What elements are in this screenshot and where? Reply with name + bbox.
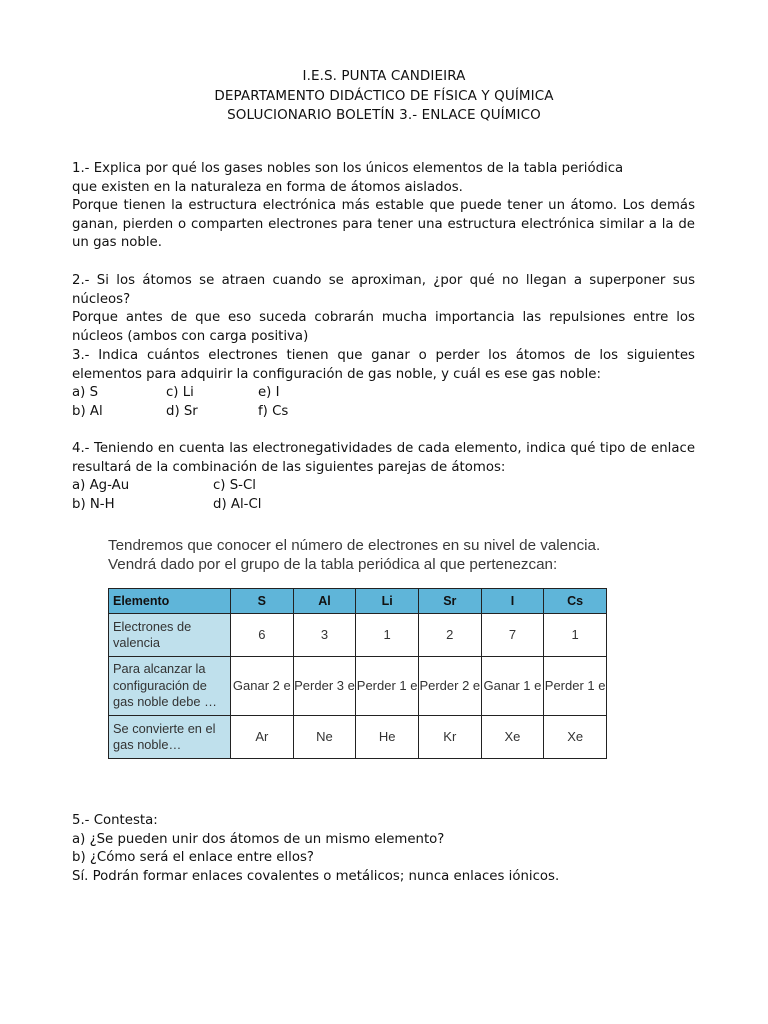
option-item: e) I xyxy=(258,385,280,401)
table-row-label: Electrones de valencia xyxy=(109,614,231,657)
option-item: b) Al xyxy=(72,403,103,419)
table-cell: Ganar 1 e xyxy=(481,657,544,716)
question-4 xyxy=(72,440,695,514)
option-item: b) N-H xyxy=(72,496,115,512)
table-header-cell: Elemento xyxy=(109,589,231,614)
table-cell: He xyxy=(356,716,419,759)
document-header xyxy=(0,67,768,126)
question-5-part-b: b) ¿Cómo será el enlace entre ellos? xyxy=(72,850,314,866)
answer-1: Porque tienen la estructura electrónica más estable que puede tener un átomo. Los demás ganan, pierden o comparten electrones para tener una estructura electrónica similar a la de un gas noble. xyxy=(72,198,695,251)
table-cell: 1 xyxy=(356,614,419,657)
question-3-options-row-1 xyxy=(72,384,695,403)
question-3-options-row-2 xyxy=(72,403,695,422)
question-1-line-2: que existen en la naturaleza en forma de átomos aislados. xyxy=(72,179,463,195)
question-1 xyxy=(72,160,695,253)
department-name: DEPARTAMENTO DIDÁCTICO DE FÍSICA Y QUÍMICA xyxy=(214,87,554,104)
school-name: I.E.S. PUNTA CANDIEIRA xyxy=(302,68,466,84)
table-row xyxy=(109,614,607,657)
table-header-cell: Al xyxy=(293,589,356,614)
table-cell: 3 xyxy=(293,614,356,657)
table-cell: Perder 3 e xyxy=(293,657,356,716)
insert-text: Tendremos que conocer el número de electrones en su nivel de valencia. Vendrá dado por el grupo de la tabla periódica al que pertenezcan: xyxy=(108,537,601,573)
table-cell: 7 xyxy=(481,614,544,657)
table-cell: 1 xyxy=(544,614,607,657)
textbook-insert xyxy=(108,536,608,759)
question-2-text: 2.- Si los átomos se atraen cuando se aproximan, ¿por qué no llegan a superponer sus núcleos? xyxy=(72,273,695,307)
question-3 xyxy=(72,347,695,421)
valence-table xyxy=(108,588,607,759)
option-item: d) Sr xyxy=(166,403,198,419)
option-item: f) Cs xyxy=(258,403,289,419)
question-4-text: 4.- Teniendo en cuenta las electronegatividades de cada elemento, indica qué tipo de enlace resultará de la combinación de las siguientes parejas de átomos: xyxy=(72,441,695,475)
table-header-row xyxy=(109,589,607,614)
table-cell: Xe xyxy=(481,716,544,759)
option-item: a) Ag-Au xyxy=(72,478,130,494)
answer-5: Sí. Podrán formar enlaces covalentes o metálicos; nunca enlaces iónicos. xyxy=(72,868,560,884)
table-cell: Ne xyxy=(293,716,356,759)
table-cell: Ar xyxy=(231,716,294,759)
table-cell: Perder 2 e xyxy=(418,657,481,716)
question-2 xyxy=(72,272,695,346)
table-header-cell: Sr xyxy=(418,589,481,614)
question-5-title: 5.- Contesta: xyxy=(72,813,158,828)
option-item: d) Al-Cl xyxy=(213,496,262,512)
table-row xyxy=(109,716,607,759)
document-title: SOLUCIONARIO BOLETÍN 3.- ENLACE QUÍMICO xyxy=(227,107,541,123)
table-cell: 6 xyxy=(231,614,294,657)
question-5-part-a: a) ¿Se pueden unir dos átomos de un mismo elemento? xyxy=(72,831,445,847)
table-cell: Kr xyxy=(418,716,481,759)
question-5 xyxy=(72,812,695,886)
table-row-label: Se convierte en el gas noble… xyxy=(109,716,231,759)
table-cell: Xe xyxy=(544,716,607,759)
table-header-cell: Li xyxy=(356,589,419,614)
table-cell: 2 xyxy=(418,614,481,657)
question-4-options-row-2 xyxy=(72,496,695,515)
answer-2: Porque antes de que eso suceda cobrarán mucha importancia las repulsiones entre los núcleos (ambos con carga positiva) xyxy=(72,310,695,344)
option-item: c) Li xyxy=(166,385,194,401)
question-3-text: 3.- Indica cuántos electrones tienen que ganar o perder los átomos de los siguientes elementos para adquirir la configuración de gas noble, y cuál es ese gas noble: xyxy=(72,348,695,382)
table-cell: Ganar 2 e xyxy=(231,657,294,716)
table-header-cell: Cs xyxy=(544,589,607,614)
question-1-line-1: 1.- Explica por qué los gases nobles son los únicos elementos de la tabla periódica xyxy=(72,161,624,176)
option-item: c) S-Cl xyxy=(213,478,256,494)
table-cell: Perder 1 e xyxy=(356,657,419,716)
table-row xyxy=(109,657,607,716)
option-item: a) S xyxy=(72,385,99,401)
question-4-options-row-1 xyxy=(72,477,695,496)
table-header-cell: I xyxy=(481,589,544,614)
table-cell: Perder 1 e xyxy=(544,657,607,716)
table-row-label: Para alcanzar la configuración de gas noble debe … xyxy=(109,657,231,716)
table-header-cell: S xyxy=(231,589,294,614)
